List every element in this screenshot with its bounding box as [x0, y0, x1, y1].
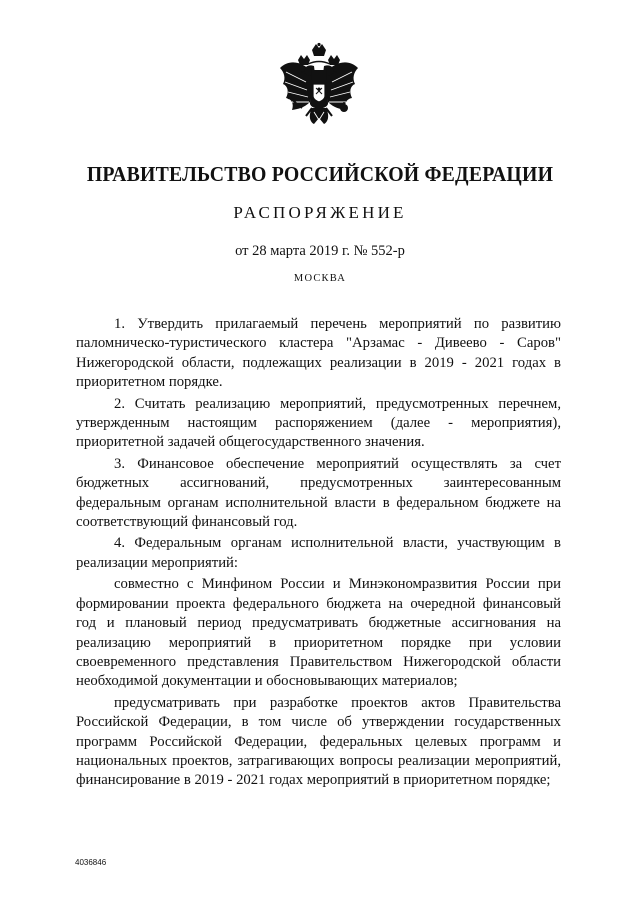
paragraph-4-item-2: предусматривать при разработке проектов актов Правительства Российской Федерации, в том числе об утверждении государственных программ Российской Федерации, федеральных целевых программ и национальных проектов, затрагивающих вопросы реализации мероприятий, финансирование в 2019 - 2021 годах мероприятий в приоритетном порядке; [76, 694, 561, 789]
document-city: МОСКВА [293, 273, 347, 284]
paragraph-2: 2. Считать реализацию мероприятий, предусмотренных перечнем, утвержденным настоящим распоряжением (далее - мероприятия), приоритетной задачей общегосударственного значения. [76, 395, 561, 451]
document-body [76, 315, 561, 793]
document-type: РАСПОРЯЖЕНИЕ [233, 203, 407, 222]
paragraph-4: 4. Федеральным органам исполнительной власти, участвующим в реализации мероприятий: [76, 535, 561, 571]
footer-document-code: 4036846 [75, 858, 107, 867]
document-date-number: от 28 марта 2019 г. № 552-р [235, 243, 405, 259]
paragraph-1: 1. Утвердить прилагаемый перечень мероприятий по развитию паломническо-туристического кластера "Арзамас - Дивеево - Саров" Нижегородской области, подлежащих реализации в 2019 - 2021 годах в приоритетном порядке. [76, 316, 561, 391]
paragraph-3: 3. Финансовое обеспечение мероприятий осуществлять за счет бюджетных ассигнований, предусмотренных заинтересованным федеральным органам исполнительной власти в федеральном бюджете на соответствующий финансовый год. [76, 455, 561, 531]
paragraph-4-item-1: совместно с Минфином России и Минэкономразвития России при формировании проекта федерального бюджета на очередной финансовый год и плановый период предусматривать бюджетные ассигнования на реализацию мероприятий в приоритетном порядке при условии своевременного представления Правительством Нижегородской области необходимой документации и обосновывающих материалов; [76, 576, 561, 690]
government-title: ПРАВИТЕЛЬСТВО РОССИЙСКОЙ ФЕДЕРАЦИИ [86, 162, 554, 186]
coat-of-arms-icon [274, 42, 364, 140]
